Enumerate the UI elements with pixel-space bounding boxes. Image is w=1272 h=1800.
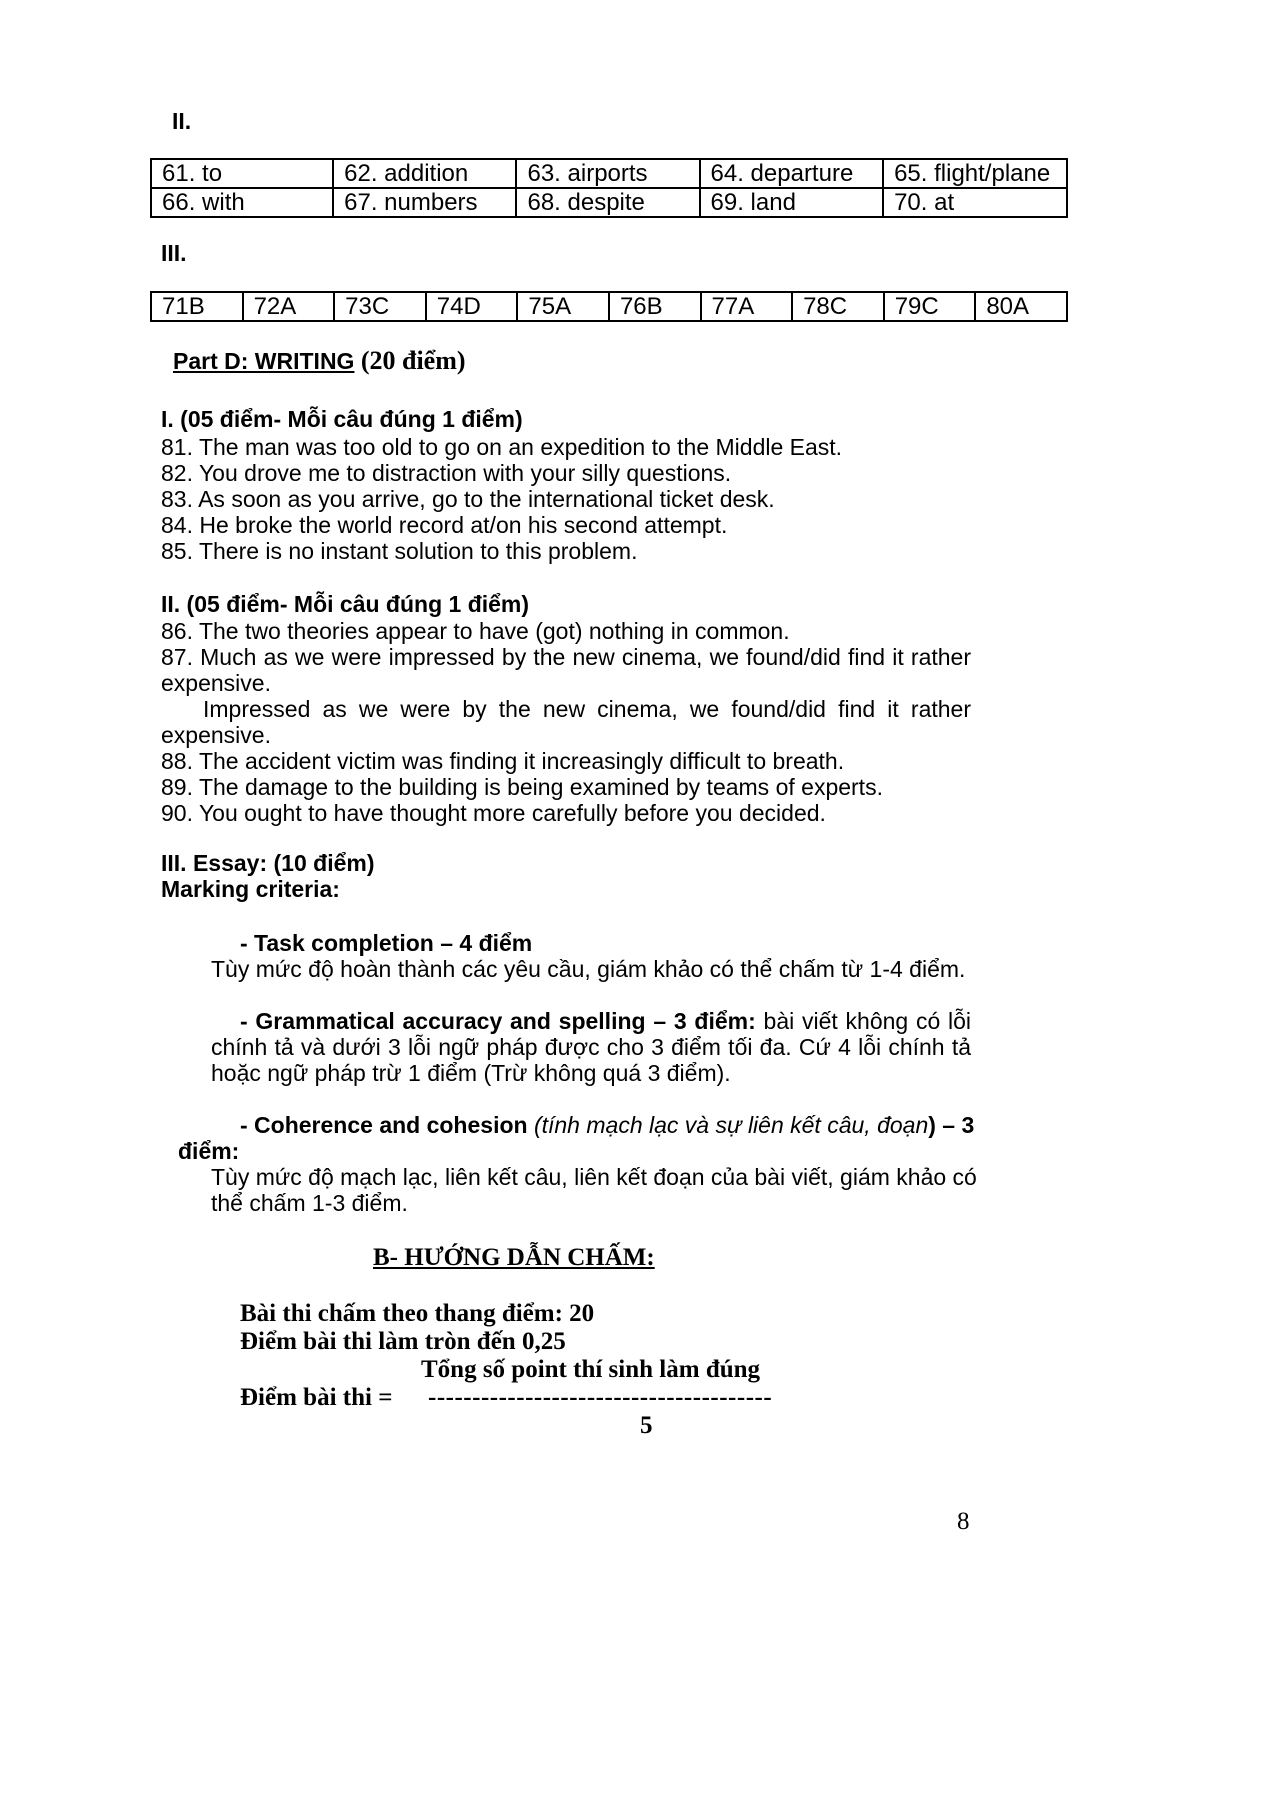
list-item: 81. The man was too old to go on an expedition to the Middle East. [161,434,843,460]
table-cell: 72A [243,292,335,321]
grammar-line [211,1008,971,1034]
writing-ii-section [161,590,971,826]
writing-i-section [161,404,971,564]
essay-heading: III. Essay: (10 điểm) [161,850,375,876]
table-cell: 74D [426,292,518,321]
grammar-desc-start: bài viết không có lỗi [763,1008,972,1034]
grammar-desc-line-3: hoặc ngữ pháp trừ 1 điểm (Trừ không quá 3 điểm). [211,1060,731,1086]
answer-table-61-70 [150,158,1068,218]
table-cell: 79C [884,292,976,321]
part-d-points: (20 điểm) [360,346,466,375]
list-item: 82. You drove me to distraction with your silly questions. [161,460,732,486]
guide-line-1: Bài thi chấm theo thang điểm: 20 [240,1300,595,1327]
list-item-alternative: Impressed as we were by the new cinema, we found/did find it rather [203,696,971,722]
formula-denominator: 5 [640,1412,653,1439]
list-item: 86. The two theories appear to have (got) nothing in common. [161,618,790,644]
task-completion-title: - Task completion – 4 điểm [240,930,533,956]
table-cell: 62. addition [333,159,516,188]
writing-i-heading: I. (05 điểm- Mỗi câu đúng 1 điểm) [161,406,523,432]
coherence-desc [211,1164,977,1216]
list-item: 90. You ought to have thought more carefully before you decided. [161,800,826,826]
list-item: 85. There is no instant solution to this problem. [161,538,638,564]
page-number: 8 [957,1508,970,1535]
essay-header [161,850,971,902]
table-cell: 64. departure [700,159,884,188]
writing-ii-heading: II. (05 điểm- Mỗi câu đúng 1 điểm) [161,591,530,617]
table-row [151,188,1067,217]
answer-table-71-80 [150,291,1068,322]
section-ii-heading: II. [172,108,192,134]
table-cell: 73C [334,292,426,321]
guide-line-2: Điểm bài thi làm tròn đến 0,25 [240,1328,566,1355]
list-item-continuation: expensive. [161,722,271,748]
marking-criteria-label: Marking criteria: [161,876,340,902]
table-cell: 66. with [151,188,333,217]
coherence-points: ) – 3 [928,1112,975,1138]
grammar-points: – 3 điểm: [653,1008,756,1034]
coherence-desc-line-1: Tùy mức độ mạch lạc, liên kết câu, liên kết đoạn của bài viết, giám khảo có [211,1164,977,1190]
section-iii-heading: III. [161,240,187,266]
table-cell: 68. despite [516,188,699,217]
grammar-desc-line-2: chính tả và dưới 3 lỗi ngữ pháp được cho 3 điểm tối đa. Cứ 4 lỗi chính tả [211,1034,971,1060]
grammar-title: - Grammatical accuracy and spelling [240,1008,646,1034]
formula-lhs: Điểm bài thi = [240,1384,393,1411]
table-cell: 75A [517,292,609,321]
part-d-heading [173,346,466,376]
table-cell: 76B [609,292,701,321]
table-cell: 67. numbers [333,188,516,217]
coherence-note: (tính mạch lạc và sự liên kết câu, đoạn [533,1112,929,1138]
table-cell: 78C [792,292,884,321]
task-completion-desc: Tùy mức độ hoàn thành các yêu cầu, giám khảo có thể chấm từ 1-4 điểm. [211,956,966,982]
list-item: 88. The accident victim was finding it increasingly difficult to breath. [161,748,845,774]
coherence-desc-line-2: thể chấm 1-3 điểm. [211,1190,408,1216]
coherence-points-cont: điểm: [178,1138,240,1164]
table-cell: 61. to [151,159,333,188]
list-item-continuation: expensive. [161,670,271,696]
table-cell: 65. flight/plane [883,159,1067,188]
guide-title: B- HƯỚNG DẪN CHẤM: [373,1244,655,1271]
part-d-title: Part D: WRITING [173,348,355,374]
table-cell: 80A [975,292,1067,321]
coherence-line [240,1112,974,1138]
table-cell: 69. land [700,188,884,217]
list-item: 83. As soon as you arrive, go to the international ticket desk. [161,486,775,512]
formula-divider: --------------------------------------- [428,1384,773,1411]
table-cell: 70. at [883,188,1067,217]
table-row [151,292,1067,321]
table-cell: 71B [151,292,243,321]
list-item: 89. The damage to the building is being examined by teams of experts. [161,774,883,800]
list-item: 87. Much as we were impressed by the new cinema, we found/did find it rather [161,644,971,670]
grammar-criterion [211,1008,971,1086]
list-item: 84. He broke the world record at/on his second attempt. [161,512,728,538]
table-cell: 63. airports [516,159,699,188]
table-cell: 77A [701,292,793,321]
formula-numerator: Tổng số point thí sinh làm đúng [421,1356,761,1383]
coherence-title: - Coherence and cohesion [240,1112,528,1138]
table-row [151,159,1067,188]
